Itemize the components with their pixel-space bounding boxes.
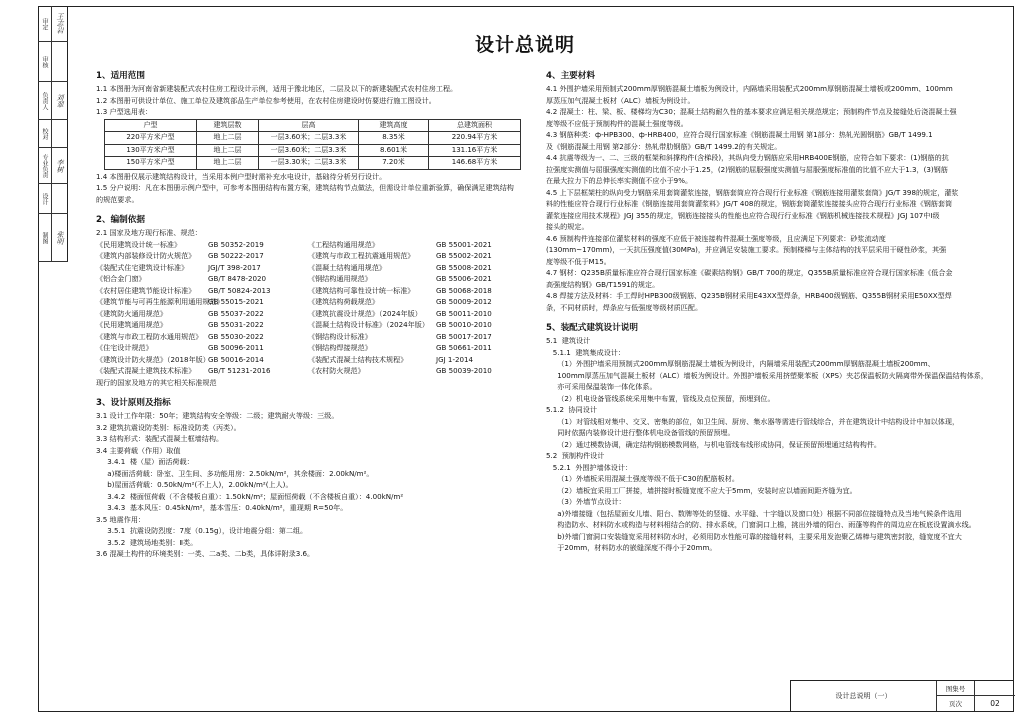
table-header-row xyxy=(105,119,521,132)
standard-name: 《民用建筑通用规范》 xyxy=(96,320,167,329)
standard-code: JGJ/T 398-2017 xyxy=(208,262,261,272)
paragraph: 同时依据内装修设计进行整体机电设备管线的预留预埋。 xyxy=(546,428,735,437)
column-header: 层高 xyxy=(259,119,359,132)
signature-name: 刘翠 xyxy=(56,93,64,108)
standard-name: 《钢结构设计标准》 xyxy=(308,331,372,341)
paragraph: 及《钢筋混凝土用钢 第2部分：热轧带肋钢筋》GB/T 1499.2的有关规定。 xyxy=(546,141,782,151)
signature-name xyxy=(52,120,68,147)
standard-name: 《钢结构焊接规范》 xyxy=(308,343,372,352)
signature-role: 校对 xyxy=(38,120,52,147)
standard-name: 《农村居住建筑节能设计标准》 xyxy=(96,285,196,295)
standard-code: GB 50011-2010 xyxy=(436,308,492,318)
paragraph: 1.4 本图册仅展示建筑结构设计，当采用本例户型时需补充水电设计，基础待分析另行设计。 xyxy=(96,171,387,181)
standard-name: 《民用建筑设计统一标准》 xyxy=(96,239,182,249)
paragraph: 料的性能应符合现行行业标准《钢筋连接用套筒灌浆料》JG/T 408的规定，钢筋套筒灌浆连接接头应符合现行行业标准《钢筋套筒 xyxy=(546,199,953,208)
paragraph: 度等级不应低于预制构件的混凝土强度等级。 xyxy=(546,118,688,128)
paragraph: 1.2 本图册可供设计单位、施工单位及建筑部品生产单位参考使用，在农村住房建设时仿要进行施工图设计。 xyxy=(96,95,436,105)
standard-code: GB 50009-2012 xyxy=(436,297,492,306)
standard-name: 《建筑抗震设计规范》（2024年版） xyxy=(308,308,422,318)
standard-code: GB 50661-2011 xyxy=(436,343,492,352)
atlas-number-value xyxy=(975,681,1015,696)
paragraph: （3）外墙节点设计： xyxy=(546,497,626,506)
standard-code: GB 50039-2010 xyxy=(436,366,492,375)
table-cell: 地上二层 xyxy=(197,132,259,145)
paragraph: 于20mm，材料防水的嵌缝深度不得小于20mm。 xyxy=(546,543,717,552)
signature-row xyxy=(38,148,68,184)
column-header: 建筑高度 xyxy=(359,119,429,132)
paragraph: 3.6 混凝土构件的环境类别：一类、二a类、二b类，具体详附录3.6。 xyxy=(96,549,315,558)
signature-row xyxy=(38,82,68,120)
standard-code: GB 50352-2019 xyxy=(208,239,264,249)
paragraph: （1）对管线相对集中、交叉、密集的部位，如卫生间、厨房、集水器等需进行管线综合，并在建筑设计中结构设计中加以体现， xyxy=(546,416,960,426)
standard-name: 《钢结构通用规范》 xyxy=(308,274,372,283)
paragraph: （1）外围护墙采用预制式200mm厚钢筋混凝土墙板为例设计，内隔墙采用装配式200mm厚钢筋混凝土墙板200mm、 xyxy=(546,359,935,368)
section-title: 4、主要材料 xyxy=(546,71,595,81)
signature-name: 王志岩 xyxy=(56,13,64,34)
standard-code: GB 50017-2017 xyxy=(436,331,492,341)
table-cell: 8.35米 xyxy=(359,132,429,145)
paragraph: 3.1 设计工作年限：50年；建筑结构安全等级：二级；建筑耐火等级：三级。 xyxy=(96,411,339,420)
standard-code: GB 50010-2010 xyxy=(436,320,492,329)
standard-code: GB 55001-2021 xyxy=(436,239,492,249)
standard-name: 《农村防火规范》 xyxy=(308,366,365,375)
signature-name: 张明 xyxy=(56,230,64,245)
column-header: 总建筑面积 xyxy=(429,119,521,132)
atlas-number-label: 图集号 xyxy=(937,681,975,696)
standard-name: 《建筑内部装修设计防火规范》 xyxy=(96,251,196,260)
standard-name: 《建筑结构可靠性设计统一标准》 xyxy=(308,285,415,295)
paragraph: 3.5 地震作用： xyxy=(96,514,146,524)
table-cell: 130平方米户型 xyxy=(105,144,197,157)
paragraph: 高强度结构钢》GB/T1591的规定。 xyxy=(546,279,660,289)
standard-code: GB 55002-2021 xyxy=(436,251,492,260)
paragraph: 亦可采用保温装饰一体化体系。 xyxy=(546,382,657,391)
paragraph: 在最大拉力下的总伸长率实测值不应小于9%。 xyxy=(546,176,693,185)
paragraph: （1）外墙板采用混凝土强度等级不低于C30的配筋板材。 xyxy=(546,474,739,483)
table-cell: 131.16平方米 xyxy=(429,144,521,157)
standard-name: 《建筑节能与可再生能源利用通用规范》 xyxy=(96,297,224,306)
paragraph: a)楼面活荷载：卧室、卫生间、多功能用房：2.50kN/m²，其余楼面：2.00kN/m²。 xyxy=(96,468,374,478)
column-header: 户型 xyxy=(105,119,197,132)
standard-name: 《混凝土结构设计标准》（2024年版） xyxy=(308,320,429,329)
signature-row xyxy=(38,184,68,214)
signature-row xyxy=(38,120,68,148)
paragraph: 5.1.1 建筑集成设计： xyxy=(546,347,625,357)
paragraph: b)外墙门窗洞口安装缝宽采用材料防水时，必须用防水性能可靠的接缝材料，主要采用发泡聚乙烯棒与建筑密封胶，缝宽度不宜大 xyxy=(546,531,962,541)
right-column xyxy=(546,70,996,554)
standard-name: 《建筑与市政工程防水通用规范》 xyxy=(96,331,203,341)
paragraph: 5.2.1 外围护墙体设计： xyxy=(546,462,633,472)
paragraph: 100mm厚蒸压加气混凝土板材（ALC）墙板为例设计。外围护墙板采用挤塑聚苯板（XPS）夹芯保温板防火隔离带外保温保温结构体系， xyxy=(546,370,988,380)
paragraph: 1.1 本图册为河南省新建装配式农村住房工程设计示例，适用于豫北地区，二层及以下的新建装配式农村住房工程。 xyxy=(96,84,458,93)
standard-code: GB 55015-2021 xyxy=(208,297,264,306)
paragraph: 3.4.1 楼（屋）面活荷载： xyxy=(96,457,194,466)
paragraph: 1.3 户型选用表： xyxy=(96,107,153,116)
table-cell: 地上二层 xyxy=(197,144,259,157)
paragraph: 4.8 焊接方法及材料：手工焊时HPB300级钢筋、Q235B钢材采用E43XX型焊条，HRB400级钢筋、Q355B钢材采用E50XX型焊 xyxy=(546,291,952,300)
paragraph: 4.6 预制构件连接部位灌浆材料的强度不应低于被连接构件混凝土强度等级，且应满足下列要求：砂浆流动度 xyxy=(546,233,886,243)
paragraph: 4.2 混凝土：柱、梁、板、楼梯均为C30；混凝土结构耐久性的基本要求应满足相关规范规定；预制构件节点及接缝处后浇混凝土强 xyxy=(546,107,957,116)
table-cell: 一层3.60米；二层3.3米 xyxy=(259,132,359,145)
standard-code: JGJ 1-2014 xyxy=(436,354,474,364)
paragraph: 4.3 钢筋种类：ф-HPB300、ф-HRB400，应符合现行国家标准《钢筋混凝土用钢 第1部分：热轧光圆钢筋》GB/T 1499.1 xyxy=(546,130,933,139)
paragraph: 3.5.1 抗震设防烈度：7度（0.15g），设计地震分组：第二组。 xyxy=(96,526,308,535)
paragraph: （2）机电设备管线系统采用集中布置，管线及点位预留，预埋到位。 xyxy=(546,393,775,403)
signature-name xyxy=(52,184,68,213)
signature-role: 专业负责 xyxy=(38,148,52,183)
table-row xyxy=(105,157,521,170)
paragraph: 拉强度实测值与屈服强度实测值的比值不应小于1.25，(2)钢筋的屈服强度实测值与屈服强度标准值的比值不应大于1.3，(3)钢筋 xyxy=(546,164,948,174)
signature-role: 审定 xyxy=(38,6,52,41)
standard-code: GB 55008-2021 xyxy=(436,262,492,272)
sheet-name: 设计总说明（一） xyxy=(791,681,937,711)
standard-name: 《铝合金门窗》 xyxy=(96,274,146,283)
paragraph: 3.4 主要荷载（作用）取值 xyxy=(96,445,181,455)
unit-type-table xyxy=(104,119,521,170)
section-title: 5、装配式建筑设计说明 xyxy=(546,323,638,333)
paragraph: 5.1 建筑设计 xyxy=(546,336,591,345)
table-cell: 一层3.30米；二层3.3米 xyxy=(259,157,359,170)
signature-name xyxy=(52,42,68,81)
table-cell: 220.94平方米 xyxy=(429,132,521,145)
paragraph: 厚蒸压加气混凝土板材（ALC）墙板为例设计。 xyxy=(546,95,695,105)
paragraph: 3.5.2 建筑场地类别：Ⅱ类。 xyxy=(96,537,198,547)
paragraph: 5.2 预制构件设计 xyxy=(546,451,605,460)
standard-name: 《建筑设计防火规范》（2018年版） xyxy=(96,354,210,364)
table-cell: 220平方米户型 xyxy=(105,132,197,145)
paragraph: 3.4.3 基本风压：0.45kN/m²，基本雪压：0.40kN/m²，重现期 R=50年。 xyxy=(96,503,348,512)
standard-name: 《建筑与市政工程抗震通用规范》 xyxy=(308,251,415,260)
title-block xyxy=(790,680,1014,712)
standard-name: 《建筑防火通用规范》 xyxy=(96,308,167,318)
standard-name: 《混凝土结构通用规范》 xyxy=(308,262,387,272)
paragraph: 4.5 上下层框架柱的纵向受力钢筋采用套筒灌浆连接，钢筋套筒应符合现行行业标准《钢筋连接用灌浆套筒》JG/T 398的规定，灌浆 xyxy=(546,187,959,197)
paragraph: 灌浆连接应用技术规程》JGJ 355的规定，钢筋连接接头的性能也应符合现行行业标准《钢筋机械连接技术规程》JGJ 107中Ⅰ级 xyxy=(546,210,940,220)
signature-row xyxy=(38,42,68,82)
table-cell: 8.601米 xyxy=(359,144,429,157)
paragraph: 1.5 分户说明：凡在本图册示例户型中，可参考本图册结构布置方案，建筑结构节点做法，但需设计单位重新验算，确保满足建筑结构的规范要求。 xyxy=(96,183,514,204)
paragraph: （2）通过模数协调，确定结构钢筋模数网格，与机电管线布线形成协同，保证预留预埋通过结构构件。 xyxy=(546,439,882,449)
standard-code: GB/T 51231-2016 xyxy=(208,366,271,375)
signature-name: 李树 xyxy=(56,158,64,173)
paragraph: a)外墙接缝（包括屋面女儿墙、阳台、数牌等处的竖缝、水平缝、十字缝以及窗口处）根据不同部位接缝特点及当地气候条件选用 xyxy=(546,508,962,518)
page-number-label: 页次 xyxy=(937,696,975,711)
paragraph: 2.1 国家及地方现行标准、规范： xyxy=(96,228,202,237)
standard-code: GB 50068-2018 xyxy=(436,285,492,295)
standard-code: GB/T 50824-2013 xyxy=(208,285,271,295)
standard-code: GB 55031-2022 xyxy=(208,320,264,329)
paragraph: （2）墙板宜采用工厂拼接，墙拼接时板缝宽度不应大于5mm，安装时应以墙面间距齐缝为宜。 xyxy=(546,485,857,495)
signature-row xyxy=(38,6,68,42)
paragraph: 度等级不低于M15。 xyxy=(546,256,611,266)
section-title: 2、编制依据 xyxy=(96,215,145,225)
standard-name: 《工程结构通用规范》 xyxy=(308,239,379,249)
standard-name: 《装配式混凝土结构技术规程》 xyxy=(308,354,408,364)
paragraph: 构造防水、材料防水或构造与材料相结合的防、排水系统，门窗洞口上檐，挑出外墙的阳台、雨蓬等构件的周边应在板底设置滴水线。 xyxy=(546,520,976,529)
standard-code: GB/T 8478-2020 xyxy=(208,274,267,283)
paragraph: b)屋面活荷载：0.50kN/m²(不上人)，2.00kN/m²(上人)。 xyxy=(96,480,293,489)
section-title: 1、适用范围 xyxy=(96,71,145,81)
page-number-value: 02 xyxy=(990,699,1000,708)
paragraph: 4.7 钢材：Q235B质量标准应符合现行国家标准《碳素结构钢》GB/T 700的规定，Q355B质量标准应符合现行国家标准《低合金 xyxy=(546,268,953,277)
section-title: 3、设计原则及指标 xyxy=(96,398,171,408)
paragraph: 5.1.2 协同设计 xyxy=(546,405,597,414)
table-cell: 一层3.60米；二层3.3米 xyxy=(259,144,359,157)
table-row xyxy=(105,144,521,157)
paragraph: 条，不同材质时，焊条应与低强度等级材质匹配。 xyxy=(546,302,703,312)
left-column xyxy=(96,70,536,560)
column-header: 建筑层数 xyxy=(197,119,259,132)
paragraph: 3.2 建筑抗震设防类别：标准设防类（丙类）。 xyxy=(96,422,241,432)
page-title: 设计总说明 xyxy=(474,34,575,56)
table-cell: 150平方米户型 xyxy=(105,157,197,170)
standard-code: GB 50222-2017 xyxy=(208,251,264,260)
signature-row xyxy=(38,214,68,262)
paragraph: 4.4 抗震等级为一、二、三级的框架和斜撑构件(含梯段)，其纵向受力钢筋应采用HRB400E钢筋，应符合如下要求：(1)钢筋的抗 xyxy=(546,153,949,162)
paragraph: 现行的国家及地方的其它相关标准规范 xyxy=(96,377,217,387)
standard-name: 《装配式混凝土建筑技术标准》 xyxy=(96,366,196,375)
table-cell: 146.68平方米 xyxy=(429,157,521,170)
standard-name: 《建筑结构荷载规范》 xyxy=(308,297,379,306)
standard-code: GB 55037-2022 xyxy=(208,308,264,318)
standards-list xyxy=(96,239,536,377)
standard-name: 《住宅设计规范》 xyxy=(96,343,153,352)
paragraph: (130mm~170mm)，一天抗压强度值(30MPa)，并应满足安装施工要求。预制楼梯与主体结构的找平层采用干硬性砂浆，其强 xyxy=(546,245,947,254)
paragraph: 3.3 结构形式：装配式混凝土框墙结构。 xyxy=(96,434,224,443)
standard-name: 《装配式住宅建筑设计标准》 xyxy=(96,262,189,272)
paragraph: 3.4.2 楼面恒荷载（不含楼板自重）：1.50kN/m²；屋面恒荷载（不含楼板自重）：4.00kN/m² xyxy=(96,491,404,501)
standard-code: GB 55030-2022 xyxy=(208,331,264,341)
table-cell: 地上二层 xyxy=(197,157,259,170)
paragraph: 接头的规定。 xyxy=(546,222,589,231)
table-cell: 7.20米 xyxy=(359,157,429,170)
standard-code: GB 50016-2014 xyxy=(208,354,264,364)
signature-role: 负责人 xyxy=(38,82,52,119)
signature-strip xyxy=(38,6,68,262)
signature-role: 审核 xyxy=(38,42,52,81)
signature-role: 制图 xyxy=(38,214,52,261)
standard-code: GB 50096-2011 xyxy=(208,343,264,352)
signature-role: 设计 xyxy=(38,184,52,213)
standard-code: GB 55006-2021 xyxy=(436,274,492,283)
paragraph: 4.1 外围护墙采用预制式200mm厚钢筋混凝土墙板为例设计，内隔墙采用装配式200mm厚钢筋混凝土墙板或200mm、100mm xyxy=(546,84,953,93)
table-row xyxy=(105,132,521,145)
